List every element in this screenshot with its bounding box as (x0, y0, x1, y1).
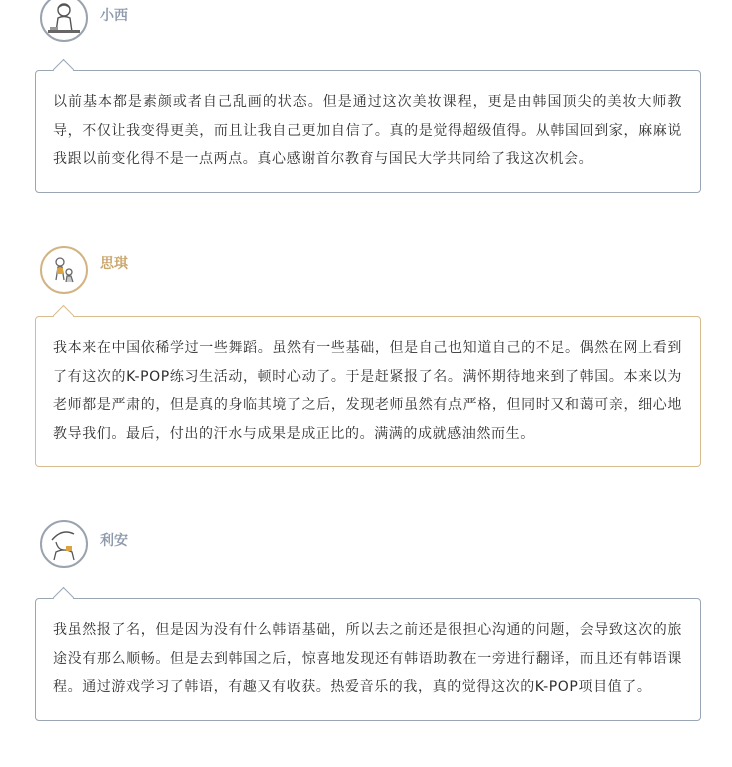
quote-bubble (35, 316, 701, 467)
quote-text: 我虽然报了名，但是因为没有什么韩语基础，所以去之前还是很担心沟通的问题，会导致这次的旅途没有那么顺畅。但是去到韩国之后，惊喜地发现还有韩语助教在一旁进行翻译，而且还有韩语课程。通过游戏学习了韩语，有趣又有收获。热爱音乐的我，真的觉得这次的K-POP项目值了。 (53, 622, 682, 695)
person-at-desk-icon (42, 0, 86, 40)
quote-bubble (35, 598, 701, 721)
author-name: 思琪 (100, 256, 128, 272)
avatar (40, 520, 88, 568)
author-name: 利安 (100, 533, 128, 549)
quote-text: 以前基本都是素颜或者自己乱画的状态。但是通过这次美妆课程，更是由韩国顶尖的美妆大师教导，不仅让我变得更美，而且让我自己更加自信了。真的是觉得超级值得。从韩国回到家，麻麻说我跟以前变化得不是一点两点。真心感谢首尔教育与国民大学共同给了我这次机会。 (53, 94, 682, 167)
quote-bubble (35, 70, 701, 193)
quote-text: 我本来在中国依稀学过一些舞蹈。虽然有一些基础，但是自己也知道自己的不足。偶然在网上看到了有这次的K-POP练习生活动，顿时心动了。于是赶紧报了名。满怀期待地来到了韩国。本来以为老师都是严肃的，但是真的身临其境了之后，发现老师虽然有点严格，但同时又和蔼可亲，细心地教导我们。最后，付出的汗水与成果是成正比的。满满的成就感油然而生。 (53, 340, 682, 442)
girls-figure-icon (42, 248, 86, 292)
author-name: 小西 (100, 8, 128, 24)
avatar (40, 0, 88, 42)
avatar (40, 246, 88, 294)
person-with-hat-icon (42, 522, 86, 566)
